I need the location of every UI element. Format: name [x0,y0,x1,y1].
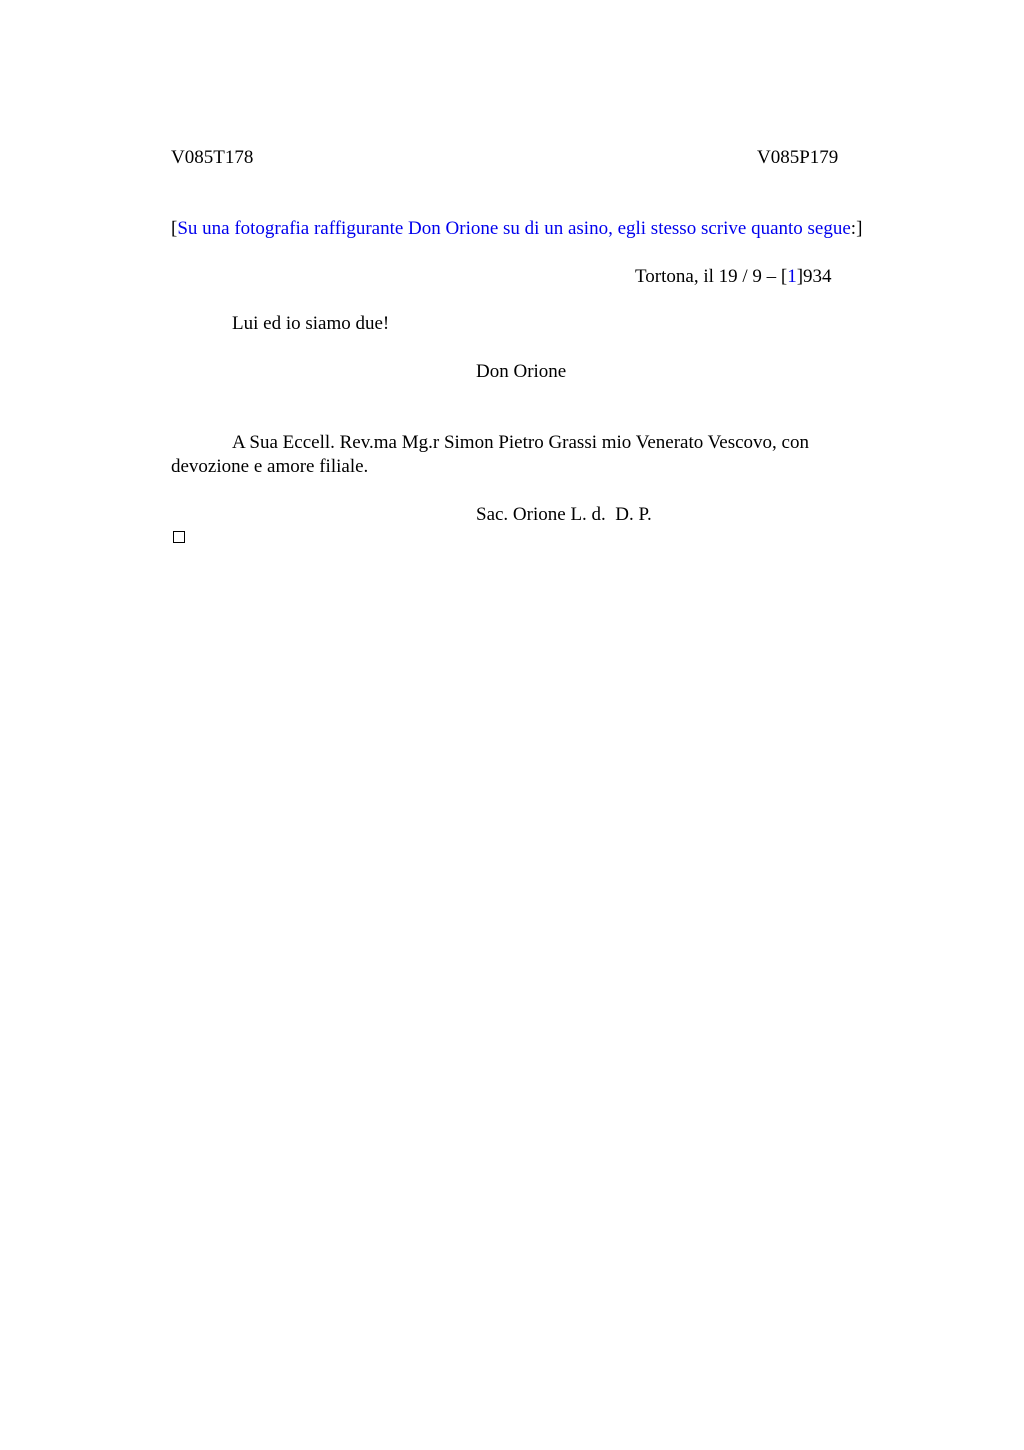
date-editorial-digit: 1 [787,266,797,287]
date-suffix: ]934 [796,266,832,287]
dedication-paragraph: A Sua Eccell. Rev.ma Mg.r Simon Pietro Grassi mio Venerato Vescovo, con devozione e amore filiale. [171,432,809,477]
editorial-note-close: :] [850,218,863,239]
editorial-note [171,217,862,241]
document-code-right: V085P179 [757,147,839,168]
date-prefix: Tortona, il 19 / 9 – [ [635,266,788,287]
signature-don-orione: Don Orione [476,361,567,382]
editorial-note-text: Su una fotografia raffigurante Don Orione su di un asino, egli stesso scrive quanto segue [177,218,851,239]
message-text: Lui ed io siamo due! [232,313,390,334]
document-code-left: V085T178 [171,147,254,168]
editorial-note-open-bracket: [ [171,218,178,239]
signature-sac-orione: Sac. Orione L. d. D. P. [476,504,652,525]
date-line [635,265,832,289]
end-of-document-box-icon [173,531,185,543]
